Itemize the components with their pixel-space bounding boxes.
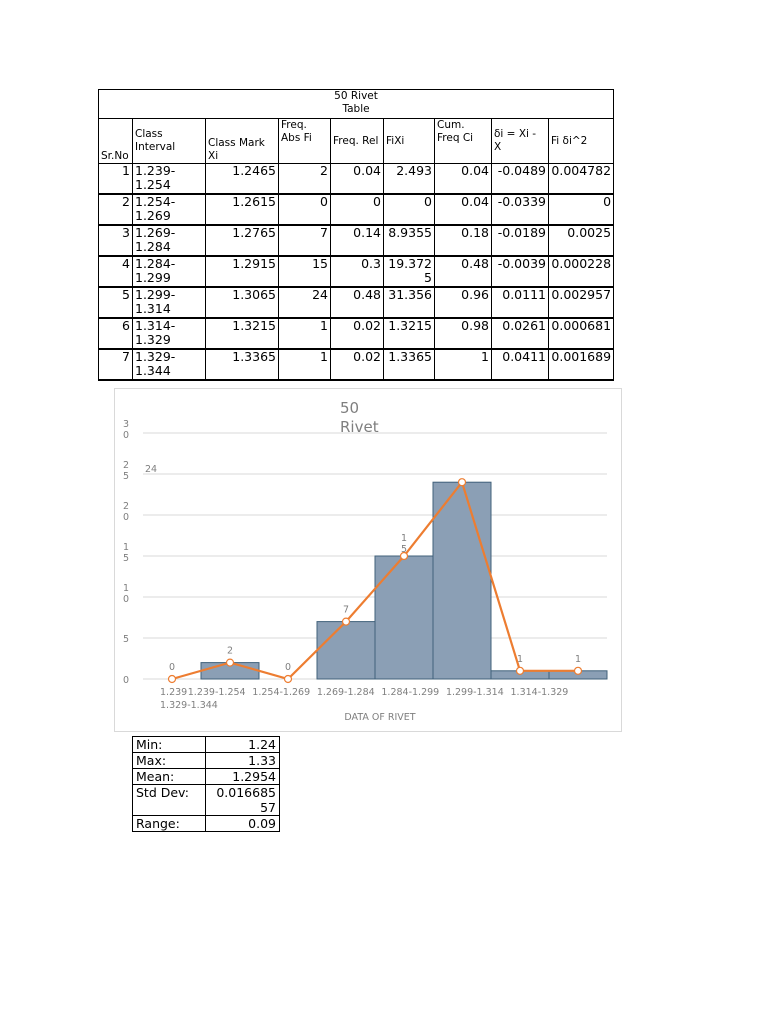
frequency-point [459, 479, 466, 486]
cell-delta: -0.0189 [492, 225, 549, 256]
point-label: 1 [516, 653, 524, 665]
cell-mark: 1.3065 [206, 287, 279, 318]
cell-fixi: 31.356 [384, 287, 435, 318]
histogram-bar [317, 622, 375, 679]
header-srno: Sr.No [99, 119, 133, 164]
header-class-mark: Class Mark Xi [206, 119, 279, 164]
cell-interval: 1.299-1.314 [133, 287, 206, 318]
cell-sr: 3 [99, 225, 133, 256]
point-label: 1 [574, 653, 582, 665]
cell-sr: 4 [99, 256, 133, 287]
point-label: 0 [284, 662, 292, 673]
cell-fixi: 2.493 [384, 164, 435, 195]
header-freq-rel: Freq. Rel [331, 119, 384, 164]
cell-rel: 0 [331, 194, 384, 225]
cell-interval: 1.314-1.329 [133, 318, 206, 349]
histogram-chart [114, 388, 622, 732]
cell-rel: 0.48 [331, 287, 384, 318]
cell-interval: 1.254-1.269 [133, 194, 206, 225]
point-label: 1 5 [400, 533, 408, 555]
cell-cum: 0.48 [435, 256, 492, 287]
cell-cum: 0.04 [435, 194, 492, 225]
stat-label: Min: [133, 737, 206, 753]
cell-sr: 7 [99, 349, 133, 380]
cell-fdsq: 0.004782 [549, 164, 614, 195]
cell-fi: 2 [279, 164, 331, 195]
chart-title-line1: 50 [340, 399, 360, 417]
cell-fdsq: 0.000228 [549, 256, 614, 287]
cell-rel: 0.02 [331, 349, 384, 380]
y-tick-label: 1 5 [123, 542, 130, 564]
frequency-point [575, 667, 582, 674]
cell-cum: 0.18 [435, 225, 492, 256]
header-cum-freq: Cum. Freq Ci [435, 119, 492, 164]
cell-fixi: 0 [384, 194, 435, 225]
x-tick-label: 1.239 [160, 687, 188, 698]
histogram-bar [433, 482, 491, 679]
cell-interval: 1.329-1.344 [133, 349, 206, 380]
y-tick-label: 3 0 [123, 419, 130, 441]
table-row [99, 256, 614, 287]
stats-row [133, 737, 280, 753]
table-row [99, 349, 614, 380]
cell-sr: 5 [99, 287, 133, 318]
frequency-point [517, 667, 524, 674]
y-tick-label: 0 [123, 675, 130, 686]
header-delta: δi = Xi - X [492, 119, 549, 164]
x-tick-label: 1.239-1.254 [187, 687, 246, 698]
cell-interval: 1.239-1.254 [133, 164, 206, 195]
chart-title-line2: Rivet [340, 418, 379, 436]
cell-fi: 7 [279, 225, 331, 256]
frequency-point [169, 676, 176, 683]
table-row [99, 318, 614, 349]
stats-row [133, 785, 280, 816]
stats-row [133, 816, 280, 832]
stat-value: 1.33 [206, 753, 280, 769]
cell-fi: 24 [279, 287, 331, 318]
point-label: 0 [168, 662, 176, 673]
cell-delta: -0.0489 [492, 164, 549, 195]
cell-mark: 1.2915 [206, 256, 279, 287]
cell-fdsq: 0.0025 [549, 225, 614, 256]
table-title-line2: Table [342, 103, 370, 115]
frequency-point [285, 676, 292, 683]
stats-row [133, 769, 280, 785]
stat-value: 1.2954 [206, 769, 280, 785]
cell-rel: 0.02 [331, 318, 384, 349]
chart-canvas [115, 389, 621, 731]
cell-mark: 1.3215 [206, 318, 279, 349]
cell-fixi: 1.3215 [384, 318, 435, 349]
header-fi-delta-sq: Fi δi^2 [549, 119, 614, 164]
x-tick-label: 1.299-1.314 [445, 687, 504, 698]
cell-rel: 0.14 [331, 225, 384, 256]
cell-rel: 0.04 [331, 164, 384, 195]
header-fixi: FiXi [384, 119, 435, 164]
x-tick-label: 1.329-1.344 [160, 700, 218, 711]
cell-cum: 1 [435, 349, 492, 380]
y-tick-label: 2 0 [123, 501, 130, 523]
cell-mark: 1.2765 [206, 225, 279, 256]
table-header-row [99, 119, 614, 164]
stat-label: Range: [133, 816, 206, 832]
cell-fixi: 19.3725 [384, 256, 435, 287]
cell-sr: 2 [99, 194, 133, 225]
table-row [99, 287, 614, 318]
cell-mark: 1.2615 [206, 194, 279, 225]
x-tick-label: 1.314-1.329 [510, 687, 569, 698]
cell-interval: 1.269-1.284 [133, 225, 206, 256]
cell-rel: 0.3 [331, 256, 384, 287]
point-label: 7 [342, 604, 350, 616]
cell-fixi: 1.3365 [384, 349, 435, 380]
header-freq-abs: Freq. Abs Fi [279, 119, 331, 164]
stat-label: Mean: [133, 769, 206, 785]
table-title-line1: 50 Rivet [334, 90, 378, 102]
cell-delta: 0.0261 [492, 318, 549, 349]
stat-value: 0.01668557 [206, 785, 280, 816]
cell-sr: 6 [99, 318, 133, 349]
cell-fdsq: 0.000681 [549, 318, 614, 349]
frequency-point [227, 659, 234, 666]
x-tick-label: 1.284-1.299 [381, 687, 440, 698]
cell-delta: 0.0411 [492, 349, 549, 380]
rivet-table [98, 89, 614, 381]
cell-delta: -0.0339 [492, 194, 549, 225]
cell-fi: 1 [279, 349, 331, 380]
x-axis-title: DATA OF RIVET [344, 712, 416, 723]
table-row [99, 225, 614, 256]
cell-delta: -0.0039 [492, 256, 549, 287]
stat-label: Std Dev: [133, 785, 206, 816]
cell-fi: 0 [279, 194, 331, 225]
stat-label: Max: [133, 753, 206, 769]
stat-value: 0.09 [206, 816, 280, 832]
cell-fi: 15 [279, 256, 331, 287]
cell-delta: 0.0111 [492, 287, 549, 318]
table-row [99, 164, 614, 195]
cell-cum: 0.98 [435, 318, 492, 349]
cell-fdsq: 0.001689 [549, 349, 614, 380]
point-label: 2 [226, 645, 234, 657]
cell-fixi: 8.9355 [384, 225, 435, 256]
table-row [99, 194, 614, 225]
cell-interval: 1.284-1.299 [133, 256, 206, 287]
x-tick-label: 1.254-1.269 [252, 687, 311, 698]
cell-sr: 1 [99, 164, 133, 195]
extra-annotation: 24 [145, 464, 158, 475]
stats-table [132, 736, 280, 832]
stat-value: 1.24 [206, 737, 280, 753]
table-title [99, 90, 614, 119]
y-tick-label: 5 [123, 634, 130, 645]
cell-fi: 1 [279, 318, 331, 349]
histogram-bar [375, 556, 433, 679]
cell-mark: 1.3365 [206, 349, 279, 380]
cell-mark: 1.2465 [206, 164, 279, 195]
x-tick-label: 1.269-1.284 [316, 687, 375, 698]
frequency-point [343, 618, 350, 625]
y-tick-label: 2 5 [123, 460, 130, 482]
y-tick-label: 1 0 [123, 583, 130, 605]
cell-cum: 0.04 [435, 164, 492, 195]
cell-cum: 0.96 [435, 287, 492, 318]
cell-fdsq: 0 [549, 194, 614, 225]
cell-fdsq: 0.002957 [549, 287, 614, 318]
header-class-interval: Class Interval [133, 119, 206, 164]
stats-row [133, 753, 280, 769]
